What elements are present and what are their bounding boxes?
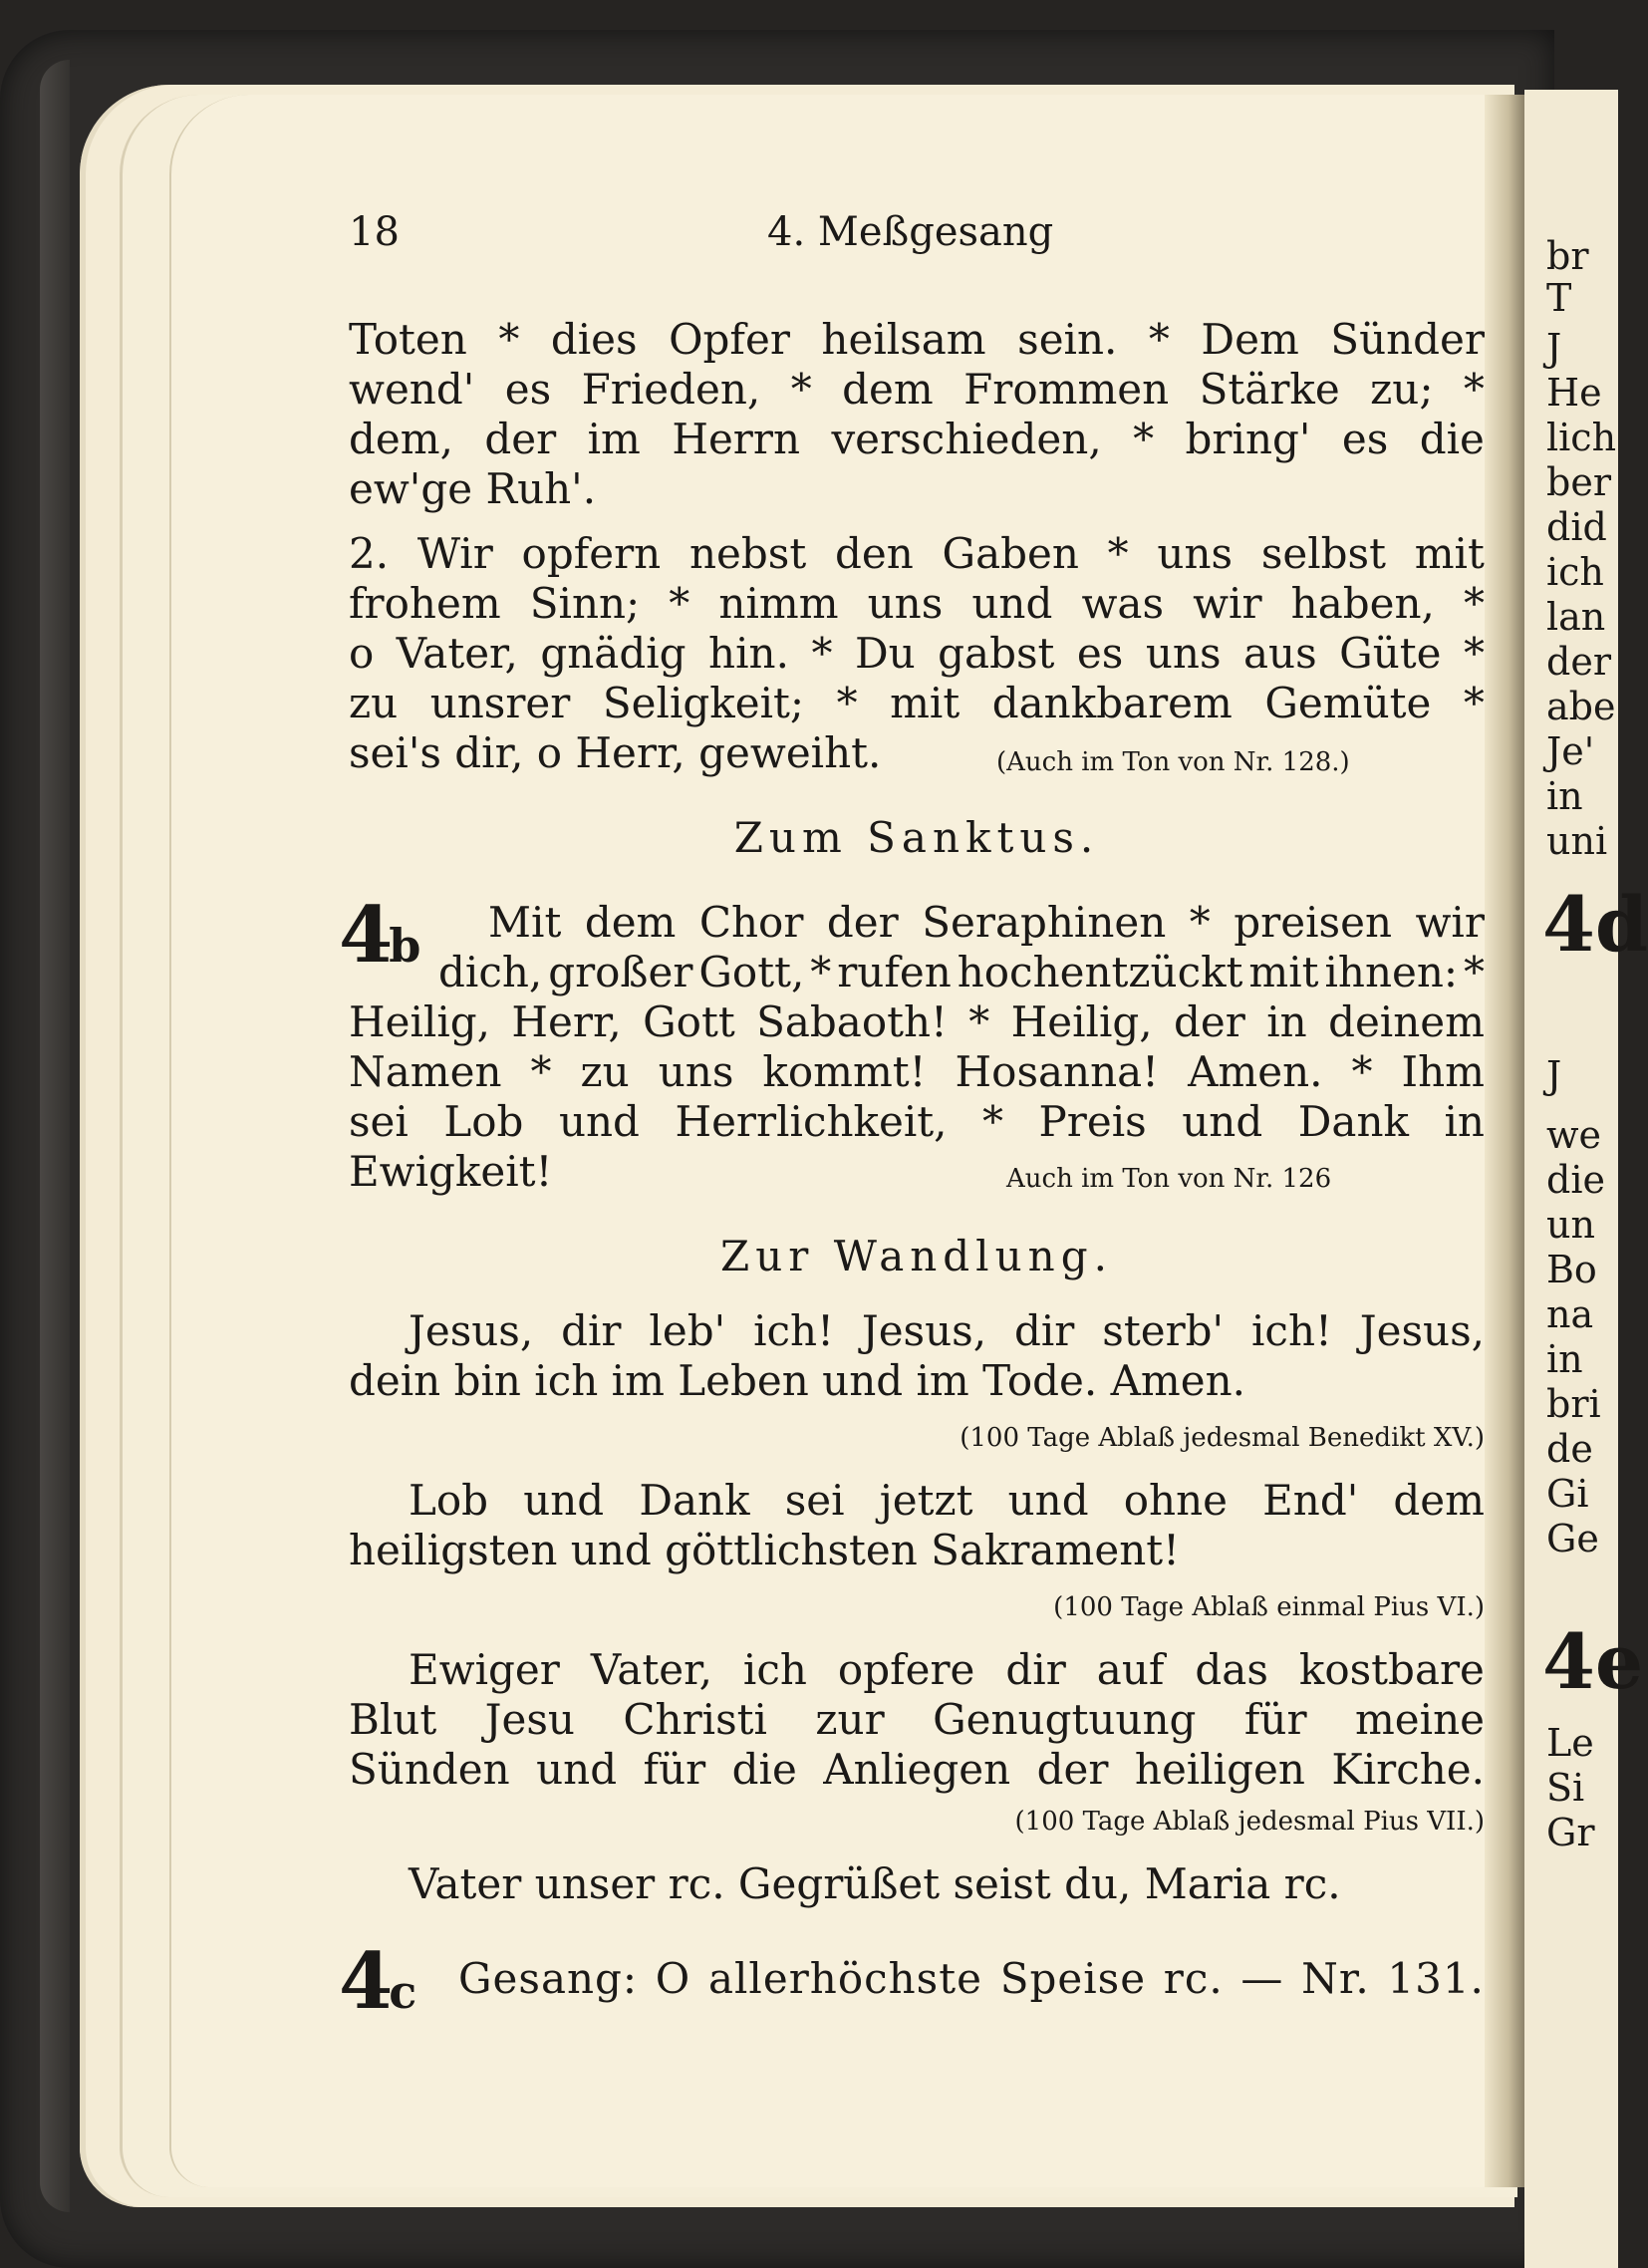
right-fragment: He [1546, 371, 1602, 415]
right-fragment: un [1546, 1203, 1595, 1247]
prayer-line: dein bin ich im Leben und im Tode. Amen. [349, 1356, 1245, 1405]
section-heading-sanctus: Zum Sanktus. [733, 813, 1100, 862]
section-marker-4d: 4d [1542, 880, 1648, 969]
text-line: Toten * dies Opfer heilsam sein. * Dem Sünder [349, 315, 1485, 364]
right-fragment: de [1546, 1427, 1593, 1471]
right-fragment: ber [1546, 460, 1611, 504]
right-fragment: na [1546, 1292, 1594, 1336]
cover-edge [40, 60, 70, 2212]
right-fragment: br [1546, 234, 1589, 278]
right-page [1524, 90, 1648, 2268]
text-line: zu unsrer Seligkeit; * mit dankbarem Gemüte * [349, 679, 1485, 727]
right-fragment: J [1546, 326, 1562, 370]
prayer-line: Ewiger Vater, ich opfere dir auf das kostbare [409, 1645, 1485, 1694]
right-fragment: Je' [1546, 729, 1595, 773]
text-line: frohem Sinn; * nimm uns und was wir haben, * [349, 579, 1485, 628]
right-fragment: in [1546, 774, 1583, 818]
right-fragment: Bo [1546, 1248, 1597, 1291]
indulgence-note: (100 Tage Ablaß einmal Pius VI.) [1053, 1592, 1485, 1622]
section-marker-4b: 4b [339, 890, 421, 981]
text-line: sei's dir, o Herr, geweiht. [349, 728, 882, 777]
indulgence-note: (100 Tage Ablaß jedesmal Benedikt XV.) [960, 1423, 1485, 1453]
text-line: dich, großer Gott, * rufen hochentzückt mit ihnen: * [438, 948, 1485, 996]
right-fragment: Gi [1546, 1472, 1589, 1516]
right-fragment: in [1546, 1337, 1583, 1381]
closing-line: Vater unser rc. Gegrüßet seist du, Maria rc. [409, 1859, 1341, 1908]
text-line: Namen * zu uns kommt! Hosanna! Amen. * Ihm [349, 1047, 1485, 1096]
section-marker-4c: 4c [339, 1936, 417, 2027]
text-line: ew'ge Ruh'. [349, 464, 597, 513]
text-line: Mit dem Chor der Seraphinen * preisen wir [488, 898, 1485, 947]
text-line: 2. Wir opfern nebst den Gaben * uns selbst mit [349, 529, 1485, 578]
section-heading-wandlung: Zur Wandlung. [720, 1232, 1113, 1280]
text-line: wend' es Frieden, * dem Frommen Stärke zu; * [349, 365, 1485, 414]
book-gutter [1485, 95, 1524, 2187]
right-fragment: we [1546, 1113, 1602, 1157]
right-fragment: Ge [1546, 1517, 1599, 1560]
page-number: 18 [349, 209, 400, 255]
right-fragment: abe [1546, 685, 1616, 728]
text-line: Ewigkeit! [349, 1147, 553, 1196]
text-line: o Vater, gnädig hin. * Du gabst es uns aus Güte * [349, 629, 1485, 678]
hymn-reference: Gesang: O allerhöchste Speise rc. — Nr. 131. [458, 1954, 1485, 2003]
prayer-line: heiligsten und göttlichsten Sakrament! [349, 1526, 1181, 1574]
running-title: 4. Meßgesang [767, 209, 1054, 255]
prayer-line: Jesus, dir leb' ich! Jesus, dir sterb' ich! Jesus, [409, 1306, 1485, 1355]
right-fragment: der [1546, 640, 1611, 684]
tune-reference: (Auch im Ton von Nr. 128.) [996, 747, 1350, 777]
right-fragment: J [1546, 1053, 1562, 1097]
text-line: sei Lob und Herrlichkeit, * Preis und Dank in [349, 1097, 1485, 1146]
right-fragment: bri [1546, 1382, 1601, 1426]
right-fragment: Le [1546, 1721, 1594, 1765]
prayer-line: Lob und Dank sei jetzt und ohne End' dem [409, 1476, 1485, 1525]
right-fragment: lich [1546, 416, 1617, 459]
right-fragment: Gr [1546, 1811, 1595, 1854]
prayer-line: Sünden und für die Anliegen der heiligen Kirche. [349, 1745, 1485, 1794]
right-fragment: lan [1546, 595, 1606, 639]
text-line: Heilig, Herr, Gott Sabaoth! * Heilig, der in deinem [349, 997, 1485, 1046]
right-fragment: die [1546, 1158, 1605, 1202]
right-fragment: did [1546, 505, 1607, 549]
section-marker-4e: 4e [1542, 1617, 1644, 1706]
right-fragment: uni [1546, 819, 1608, 863]
text-line: dem, der im Herrn verschieden, * bring' es die [349, 415, 1485, 463]
indulgence-note: (100 Tage Ablaß jedesmal Pius VII.) [1014, 1807, 1485, 1837]
right-fragment: ich [1546, 550, 1604, 594]
prayer-line: Blut Jesu Christi zur Genugtuung für meine [349, 1695, 1485, 1744]
tune-reference: Auch im Ton von Nr. 126 [1006, 1164, 1332, 1194]
right-fragment: T [1546, 276, 1572, 320]
right-fragment: Si [1546, 1766, 1585, 1810]
